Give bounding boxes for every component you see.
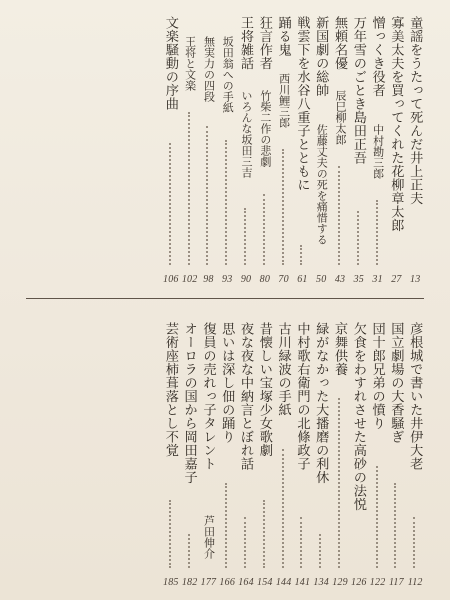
leader-dots	[319, 534, 323, 568]
toc-entry	[292, 318, 311, 590]
entry-title: 古川緑波の手紙	[275, 322, 291, 417]
page-number: 126	[351, 577, 367, 588]
toc-entry	[405, 318, 424, 590]
toc-entry	[368, 12, 387, 287]
entry-title: 中村歌右衛門の北條政子	[294, 322, 310, 471]
leader-dots	[188, 534, 192, 568]
entry-subtitle: 王将と文楽	[183, 36, 197, 91]
page-number: 117	[388, 577, 404, 588]
leader-dots	[413, 517, 417, 568]
entry-title: 緑がなかった大播磨の利休	[313, 322, 329, 484]
leader-dots	[263, 194, 267, 265]
entry-title: 国立劇場の大香騒ぎ	[388, 322, 404, 444]
toc-entry	[368, 318, 387, 590]
entry-subtitle: 西川鯉三郎	[277, 73, 291, 128]
toc-entry	[274, 12, 293, 287]
leader-dots	[394, 483, 398, 568]
leader-dots	[338, 166, 342, 265]
leader-dots	[263, 500, 267, 568]
toc-entry	[405, 12, 424, 287]
toc-entry	[292, 12, 311, 287]
page-number: 164	[238, 577, 254, 588]
leader-dots	[282, 449, 286, 568]
toc-entry	[274, 318, 293, 590]
entry-title: 童謡をうたって死んだ井上正夫	[407, 16, 423, 205]
leader-dots	[376, 200, 380, 265]
entry-title: 王将雑話	[238, 16, 254, 70]
leader-dots	[206, 126, 210, 265]
page-number: 185	[163, 577, 179, 588]
entry-title: 彦根城で書いた井伊大老	[407, 322, 423, 471]
leader-dots	[244, 208, 248, 265]
entry-subtitle: いろんな坂田三吉	[240, 90, 254, 178]
entry-title: 夜な夜な中納言とぼれ話	[238, 322, 254, 471]
leader-dots	[169, 143, 173, 265]
leader-dots	[244, 517, 248, 568]
entry-subtitle: 中村勘三郎	[371, 124, 385, 179]
entry-subtitle: 佐藤丈夫の死を痛惜する	[315, 124, 329, 245]
toc-entry	[198, 12, 217, 287]
entry-subtitle: 竹柴二作の悲劇	[258, 90, 272, 167]
page-number: 112	[407, 577, 423, 588]
page-number: 98	[203, 274, 214, 285]
leader-dots	[376, 466, 380, 568]
entry-title: 戦雲下を水谷八重子とともに	[294, 16, 310, 192]
toc-entry	[217, 318, 236, 590]
leader-dots	[169, 500, 173, 568]
page-number: 43	[334, 274, 346, 285]
leader-dots	[357, 211, 361, 265]
leader-dots	[225, 483, 229, 568]
page-number: 35	[353, 274, 365, 285]
entry-title: 寡美太夫を買ってくれた花柳章太郎	[388, 16, 404, 232]
page-number: 61	[297, 274, 308, 285]
leader-dots	[282, 149, 286, 265]
entry-title: 芸術座柿葺落とし不覚	[162, 322, 178, 457]
page-number: 144	[275, 577, 292, 588]
toc-entry	[198, 318, 217, 590]
page-number: 134	[313, 577, 330, 588]
entry-subtitle: 無実力の四段	[202, 36, 216, 102]
toc-entry	[386, 318, 405, 590]
toc-entry	[330, 318, 349, 590]
entry-title: 欠食をわすれさせた高砂の法悦	[350, 322, 366, 511]
page-number: 13	[410, 274, 421, 285]
page-number: 106	[163, 274, 179, 285]
entry-title: 踊る鬼	[275, 16, 291, 57]
entry-subtitle: 辰巳柳太郎	[334, 90, 348, 145]
page-number: 90	[240, 274, 252, 285]
toc-entry	[236, 318, 255, 590]
leader-dots	[338, 398, 342, 568]
toc-entry	[180, 12, 199, 287]
leader-dots	[225, 140, 229, 265]
page-number: 31	[372, 274, 383, 285]
entry-title: 京舞供養	[332, 322, 348, 376]
page-number: 70	[278, 274, 289, 285]
leader-dots	[188, 112, 192, 265]
page-number: 154	[257, 577, 273, 588]
toc-entry	[255, 12, 274, 287]
toc-entry	[255, 318, 274, 590]
entry-title: 団十郎兄弟の憤り	[369, 322, 385, 430]
toc-entry	[217, 12, 236, 287]
leader-dots	[300, 245, 304, 265]
page-number: 166	[219, 577, 236, 588]
page-number: 80	[259, 274, 271, 285]
entry-subtitle: 坂田翁への手紙	[221, 36, 235, 113]
entry-title: 狂言作者	[256, 16, 272, 70]
toc-entry	[386, 12, 405, 287]
page-number: 141	[294, 577, 311, 588]
page-number: 122	[369, 577, 386, 588]
toc-entry	[180, 318, 199, 590]
toc-entry	[161, 12, 180, 287]
toc-entry	[311, 318, 330, 590]
page-number: 102	[181, 274, 198, 285]
page-number: 93	[222, 274, 233, 285]
page-number: 182	[181, 577, 198, 588]
toc-entry	[236, 12, 255, 287]
page-number: 50	[316, 274, 327, 285]
entry-title: 昔懐しい宝塚少女歌劇	[256, 322, 272, 457]
entry-title: 思いは深し佃の踊り	[219, 322, 235, 444]
entry-title: 無頼名優	[332, 16, 348, 70]
toc-entry	[161, 318, 180, 590]
toc-entry	[349, 12, 368, 287]
entry-subtitle: 芦田伸介	[202, 515, 216, 559]
leader-dots	[300, 517, 304, 568]
page-number: 27	[391, 274, 402, 285]
toc-entry	[349, 318, 368, 590]
toc-section-upper	[28, 12, 424, 287]
page-number: 129	[332, 577, 348, 588]
entry-title: 文楽騒動の序曲	[162, 16, 178, 111]
page-number: 177	[200, 577, 217, 588]
toc-entry	[311, 12, 330, 287]
section-divider	[26, 298, 424, 299]
entry-title: 復員の売れっ子タレント	[200, 322, 216, 471]
toc-entry	[330, 12, 349, 287]
entry-title: 新国劇の総帥	[313, 16, 329, 97]
entry-title: オーロラの国から岡田嘉子	[181, 322, 197, 484]
entry-title: 憎っくき役者	[369, 16, 385, 97]
entry-title: 万年雪のごとき島田正吾	[350, 16, 366, 165]
toc-section-lower	[28, 318, 424, 590]
